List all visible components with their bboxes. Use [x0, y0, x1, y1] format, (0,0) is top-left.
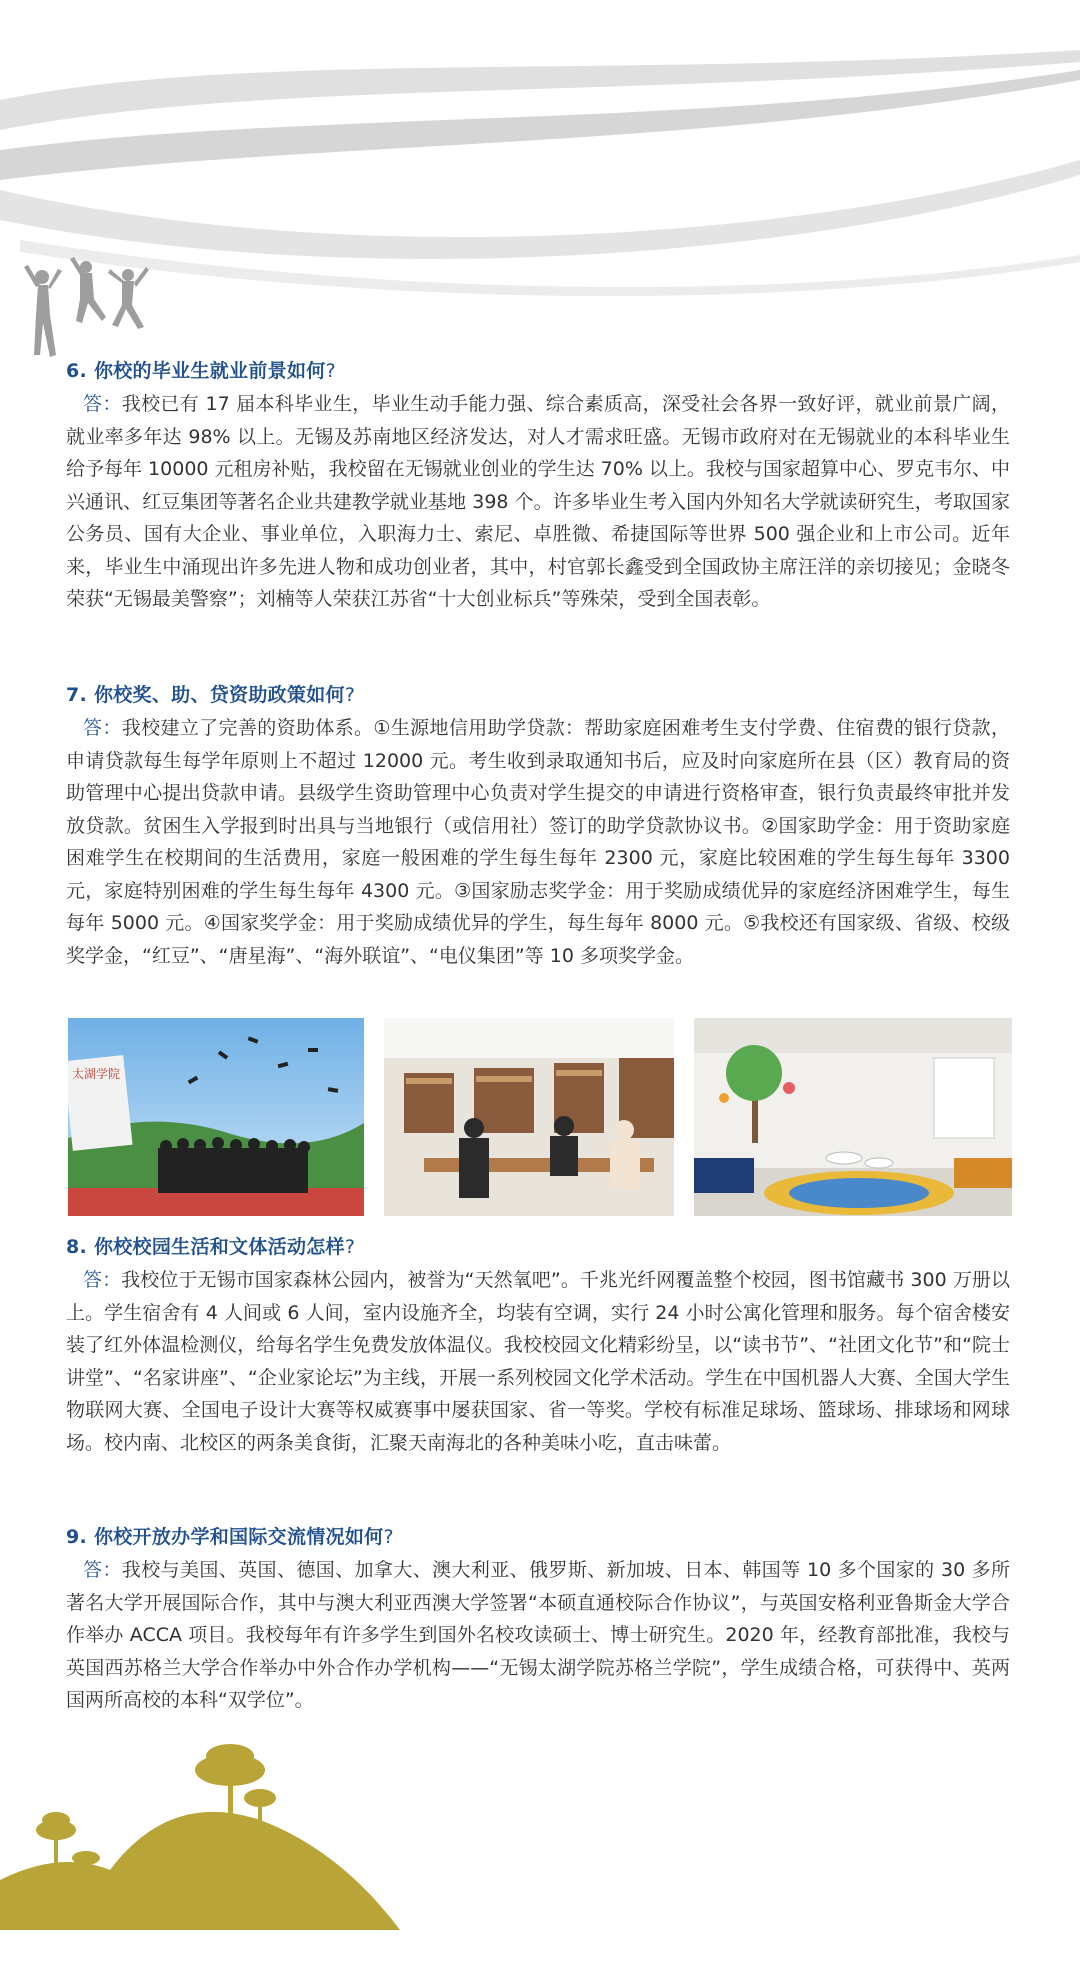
answer-text: 我校与美国、英国、德国、加拿大、澳大利亚、俄罗斯、新加坡、日本、韩国等 10 多个国家的 30 多所著名大学开展国际合作，其中与澳大利亚西澳大学签署“本硕直通校际合作协议”，与英国安格利亚鲁斯金大学合作举办 ACCA 项目。我校每年有许多学生到国外名校攻读硕士、博士研究生。2020 年，经教育部批准，我校与英国西苏格兰大学合作举办中外合作办学机构——“无锡太湖学院苏格兰学院”，学生成绩合格，可获得中、英两国两所高校的本科“双学位”。 [66, 1559, 1010, 1711]
golden-hills-trees-decoration [0, 1730, 430, 1930]
photo-row [68, 1018, 1012, 1216]
question-text: 7. 你校奖、助、贷资助政策如何 [66, 684, 345, 706]
question-title [66, 1232, 1010, 1262]
question-text: 8. 你校校园生活和文体活动怎样 [66, 1236, 345, 1258]
answer-label: 答： [83, 1559, 122, 1581]
answer-label: 答： [83, 717, 122, 739]
answer-paragraph [66, 1264, 1010, 1459]
faq-section-8 [66, 1232, 1010, 1459]
question-mark: ? [383, 1526, 394, 1548]
answer-paragraph [66, 712, 1010, 972]
graduation-photo [68, 1018, 364, 1216]
banner-text: 太湖学院 [72, 1067, 121, 1081]
answer-label: 答： [83, 1269, 122, 1291]
answer-paragraph [66, 388, 1010, 616]
library-photo [384, 1018, 674, 1216]
decorative-swoosh-lines [0, 40, 1080, 300]
question-title [66, 1522, 1010, 1552]
question-text: 9. 你校开放办学和国际交流情况如何 [66, 1526, 384, 1548]
answer-paragraph [66, 1554, 1010, 1717]
faq-section-9 [66, 1522, 1010, 1717]
lounge-photo [694, 1018, 1012, 1216]
question-title [66, 356, 1010, 386]
question-title [66, 680, 1010, 710]
question-mark: ? [325, 360, 336, 382]
faq-section-6 [66, 356, 1010, 616]
answer-text: 我校建立了完善的资助体系。①生源地信用助学贷款：帮助家庭困难考生支付学费、住宿费的银行贷款，申请贷款每生每学年原则上不超过 12000 元。考生收到录取通知书后，应及时向家庭所在县（区）教育局的资助管理中心提出贷款申请。县级学生资助管理中心负责对学生提交的申请进行资格审查，银行负责最终审批并发放贷款。贫困生入学报到时出具与当地银行（或信用社）签订的助学贷款协议书。②国家助学金：用于资助家庭困难学生在校期间的生活费用，家庭一般困难的学生每生每年 2300 元，家庭比较困难的学生每生每年 3300 元，家庭特别困难的学生每生每年 4300 元。③国家励志奖学金：用于奖励成绩优异的家庭经济困难学生，每生每年 5000 元。④国家奖学金：用于奖励成绩优异的学生，每生每年 8000 元。⑤我校还有国家级、省级、校级奖学金，“红豆”、“唐星海”、“海外联谊”、“电仪集团”等 10 多项奖学金。 [66, 717, 1010, 967]
answer-text: 我校已有 17 届本科毕业生，毕业生动手能力强、综合素质高，深受社会各界一致好评，就业前景广阔，就业率多年达 98% 以上。无锡及苏南地区经济发达，对人才需求旺盛。无锡市政府对在无锡就业的本科毕业生给予每年 10000 元租房补贴，我校留在无锡就业创业的学生达 70% 以上。我校与国家超算中心、罗克韦尔、中兴通讯、红豆集团等著名企业共建教学就业基地 398 个。许多毕业生考入国内外知名大学就读研究生，考取国家公务员、国有大企业、事业单位，入职海力士、索尼、卓胜微、希捷国际等世界 500 强企业和上市公司。近年来，毕业生中涌现出许多先进人物和成功创业者，其中，村官郭长鑫受到全国政协主席汪洋的亲切接见；金晓冬荣获“无锡最美警察”；刘楠等人荣获江苏省“十大创业标兵”等殊荣，受到全国表彰。 [66, 393, 1010, 610]
question-mark: ? [344, 684, 356, 706]
answer-label: 答： [83, 393, 122, 415]
question-mark: ? [344, 1236, 356, 1258]
question-text: 6. 你校的毕业生就业前景如何 [66, 360, 326, 382]
faq-section-7 [66, 680, 1010, 972]
answer-text: 我校位于无锡市国家森林公园内，被誉为“天然氧吧”。千兆光纤网覆盖整个校园，图书馆藏书 300 万册以上。学生宿舍有 4 人间或 6 人间，室内设施齐全，均装有空调，实行 24 小时公寓化管理和服务。每个宿舍楼安装了红外体温检测仪，给每名学生免费发放体温仪。我校校园文化精彩纷呈，以“读书节”、“社团文化节”和“院士讲堂”、“名家讲座”、“企业家论坛”为主线，开展一系列校园文化学术活动。学生在中国机器人大赛、全国大学生物联网大赛、全国电子设计大赛等权威赛事中屡获国家、省一等奖。学校有标准足球场、篮球场、排球场和网球场。校内南、北校区的两条美食街，汇聚天南海北的各种美味小吃，直击味蕾。 [66, 1269, 1010, 1454]
